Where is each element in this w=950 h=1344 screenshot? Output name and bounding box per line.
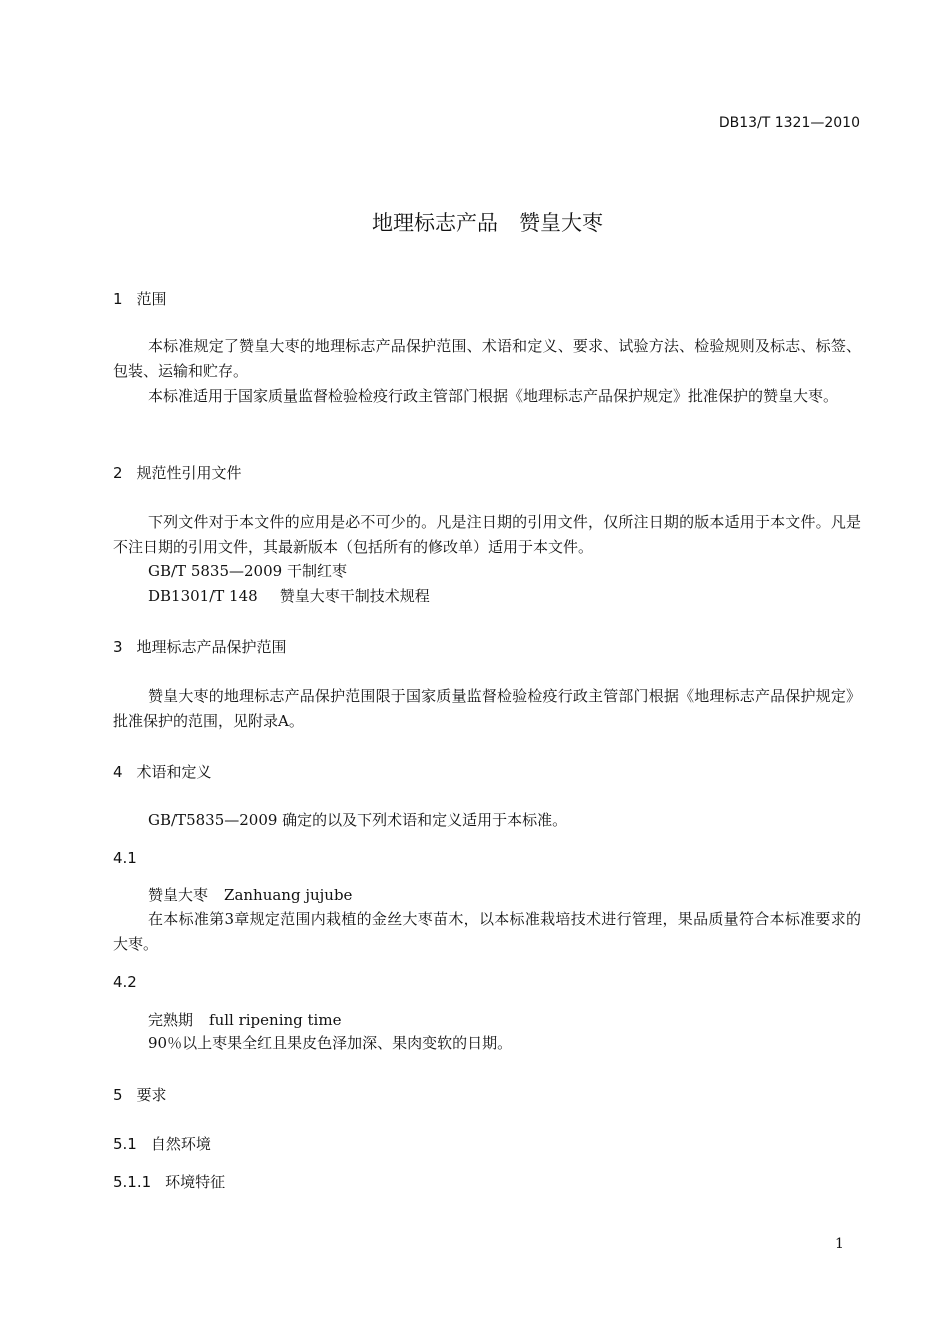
section-number: 5 [113, 1086, 123, 1104]
term-english: Zanhuang jujube [224, 886, 353, 904]
section-number: 2 [113, 464, 123, 482]
section-number: 1 [113, 290, 123, 308]
section-1-paragraph-2: 本标准适用于国家质量监督检验检疫行政主管部门根据《地理标志产品保护规定》批准保护的赞皇大枣。 [148, 387, 839, 405]
term-4-1-definition: 在本标准第3章规定范围内栽植的金丝大枣苗木，以本标准栽培技术进行管理，果品质量符合本标准要求的大枣。 [113, 910, 861, 953]
section-number: 3 [113, 638, 123, 656]
page-number: 1 [835, 1236, 844, 1252]
reference-1: GB/T 5835—2009 干制红枣 [148, 562, 347, 580]
section-5-heading [113, 1084, 167, 1105]
term-english: full ripening time [209, 1011, 342, 1029]
reference-2 [148, 585, 430, 606]
section-4-paragraph-1: GB/T5835—2009 确定的以及下列术语和定义适用于本标准。 [148, 811, 568, 829]
term-4-2 [148, 1009, 341, 1030]
subsection-4-1-number: 4.1 [113, 849, 137, 867]
section-2-heading [113, 462, 242, 483]
term-4-2-definition: 90％以上枣果全红且果皮色泽加深、果肉变软的日期。 [148, 1034, 513, 1052]
section-2-paragraph-1: 下列文件对于本文件的应用是必不可少的。凡是注日期的引用文件，仅所注日期的版本适用于本文件。凡是不注日期的引用文件，其最新版本（包括所有的修改单）适用于本文件。 [113, 513, 861, 556]
document-title: 地理标志产品 赞皇大枣 [372, 211, 603, 235]
term-chinese: 完熟期 [148, 1011, 194, 1029]
subsection-5-1-1-heading [113, 1171, 225, 1192]
section-title: 范围 [136, 290, 167, 308]
section-4-heading [113, 761, 212, 782]
term-4-1 [148, 884, 352, 905]
section-number: 4 [113, 763, 123, 781]
section-number: 5.1.1 [113, 1173, 152, 1191]
section-title: 环境特征 [165, 1173, 226, 1191]
section-title: 地理标志产品保护范围 [136, 638, 287, 656]
section-3-heading [113, 636, 287, 657]
section-title: 要求 [136, 1086, 167, 1104]
section-number: 5.1 [113, 1135, 137, 1153]
section-1-paragraph-1: 本标准规定了赞皇大枣的地理标志产品保护范围、术语和定义、要求、试验方法、检验规则及标志、标签、包装、运输和贮存。 [113, 337, 861, 380]
section-3-paragraph-1: 赞皇大枣的地理标志产品保护范围限于国家质量监督检验检疫行政主管部门根据《地理标志产品保护规定》批准保护的范围，见附录A。 [113, 687, 861, 730]
subsection-5-1-heading [113, 1133, 211, 1154]
section-1-heading [113, 288, 167, 309]
standard-number: DB13/T 1321—2010 [718, 115, 860, 131]
reference-title: 赞皇大枣干制技术规程 [279, 587, 430, 605]
term-chinese: 赞皇大枣 [148, 886, 209, 904]
section-title: 术语和定义 [136, 763, 212, 781]
reference-code: DB1301/T 148 [148, 587, 258, 605]
section-title: 规范性引用文件 [136, 464, 242, 482]
subsection-4-2-number: 4.2 [113, 973, 137, 991]
section-title: 自然环境 [150, 1135, 211, 1153]
